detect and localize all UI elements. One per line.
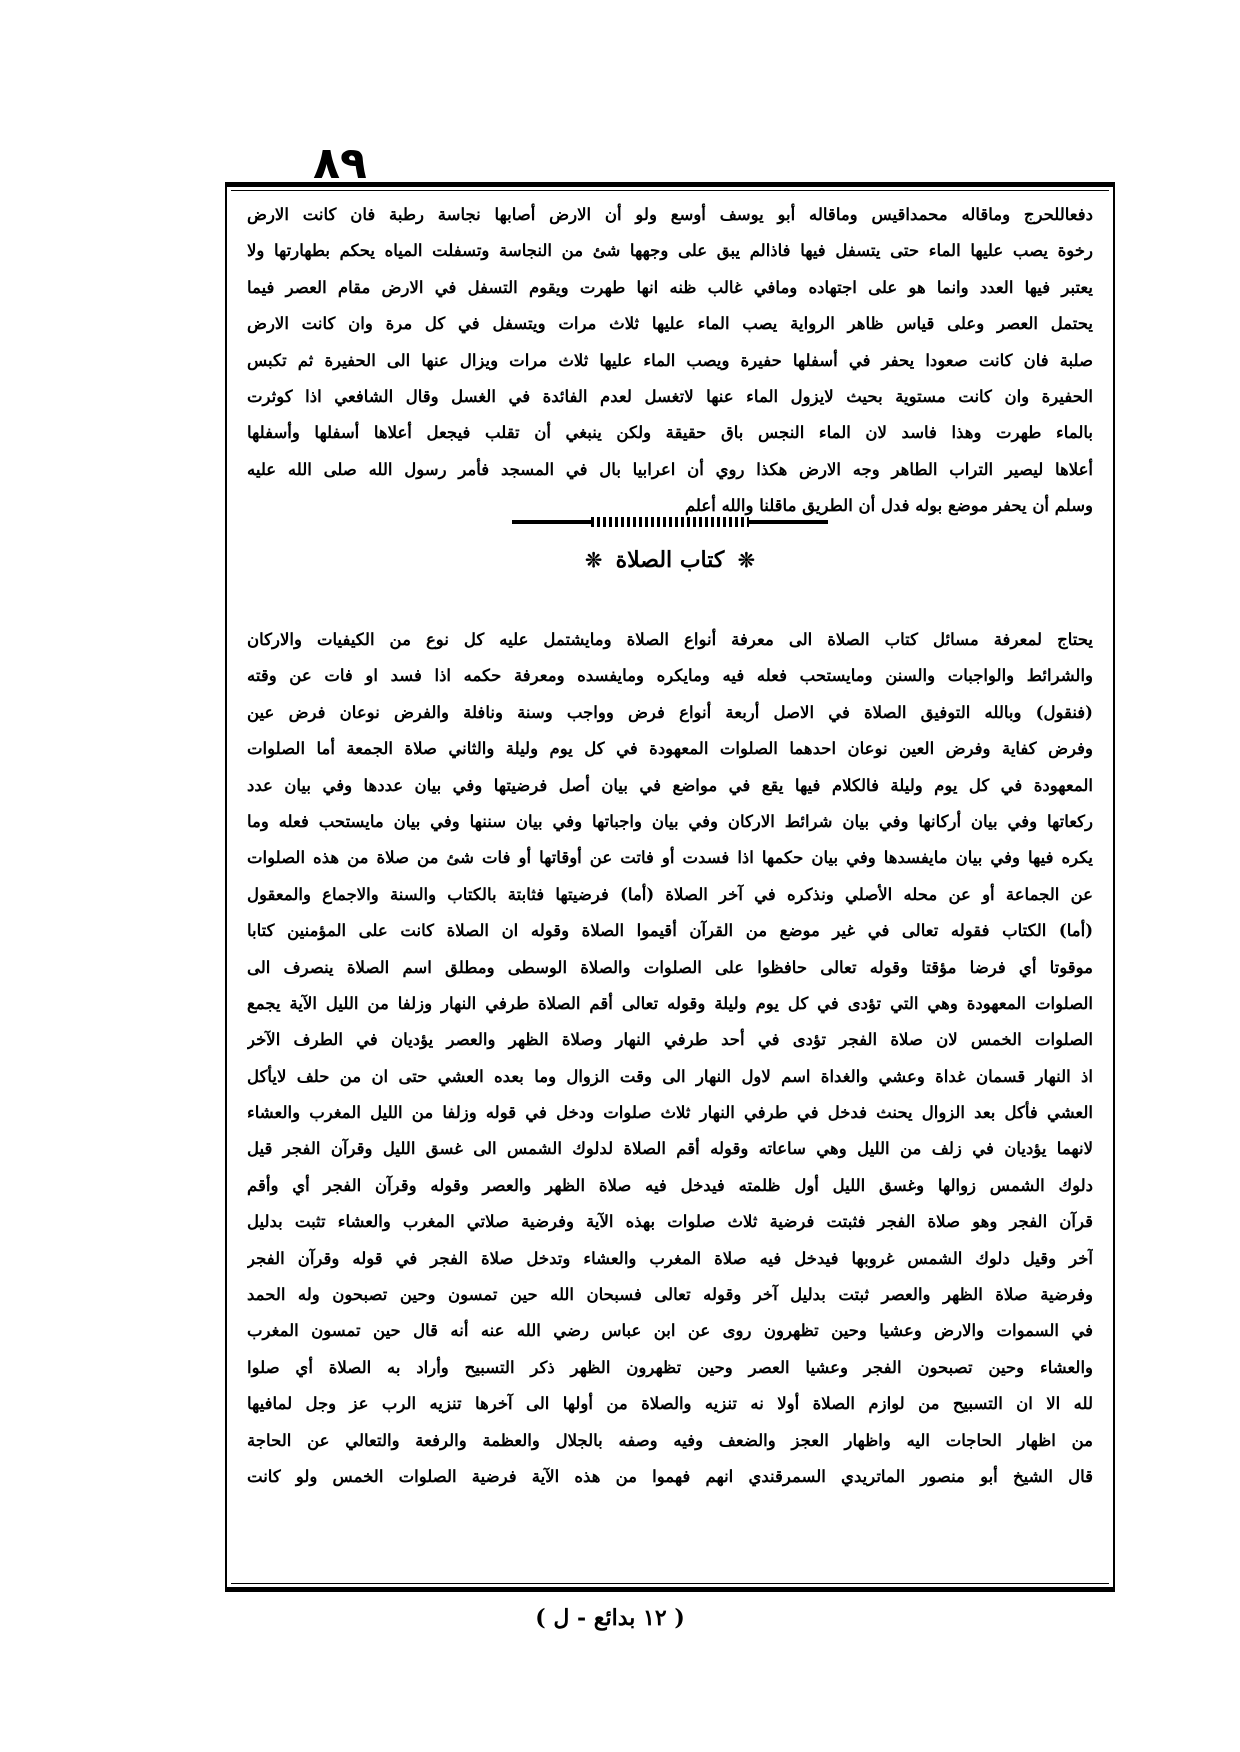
text-line: والعشاء وحين تصبحون الفجر وعشيا العصر وحين تظهرون الظهر ذكر التسبيح وأراد به الصلاة أي صلوا bbox=[247, 1357, 1093, 1377]
text-line: المعهودة في كل يوم وليلة فالكلام فيها يقع في مواضع في بيان أصل فرضيتها وفي بيان عددها وفي بيان عدد bbox=[247, 775, 1093, 795]
text-line: قال الشيخ أبو منصور الماتريدي السمرقندي انهم فهموا من هذه الآية فرضية الصلوات الخمس ولو كانت bbox=[247, 1466, 1093, 1486]
page-number: ٨٩ bbox=[313, 138, 367, 189]
text-line: بالماء طهرت وهذا فاسد لان الماء النجس باق حقيقة ولكن ينبغي أن تقلب فيجعل أعلاها أسفلها وأسفلها bbox=[247, 423, 1093, 443]
text-line: صلبة فان كانت صعودا يحفر في أسفلها حفيرة ويصب الماء عليها ثلاث مرات ويزال عنها الى الحفيرة ثم تكبس bbox=[247, 350, 1093, 370]
text-line: وفرضية صلاة الظهر والعصر ثبتت بدليل آخر وقوله تعالى فسبحان الله حين تمسون وحين تصبحون وله الحمد bbox=[247, 1285, 1093, 1305]
section-divider bbox=[512, 520, 828, 524]
text-line: من اظهار الحاجات اليه واظهار العجز والضعف وفيه وصفه بالجلال والعظمة والرفعة والتعالي عن الحاجة bbox=[247, 1430, 1093, 1450]
chapter-title: كتاب الصلاة bbox=[615, 547, 725, 573]
chapter-heading bbox=[227, 547, 1113, 573]
text-line: دفعاللحرج وماقاله محمداقيس وماقاله أبو يوسف أوسع ولو أن الارض أصابها نجاسة رطبة فان كانت الارض bbox=[247, 205, 1093, 224]
text-line: آخر وقيل دلوك الشمس غروبها فيدخل فيه صلاة المغرب والعشاء وتدخل صلاة الفجر في قوله وقرآن الفجر bbox=[247, 1248, 1093, 1268]
text-line: قرآن الفجر وهو صلاة الفجر فثبتت فرضية ثلاث صلوات بهذه الآية وفرضية صلاتي المغرب والعشاء تثبت بدليل bbox=[247, 1212, 1093, 1232]
text-line: موقوتا أي فرضا مؤقتا وقوله تعالى حافظوا على الصلوات والصلاة الوسطى ومطلق اسم الصلاة ينصرف الى bbox=[247, 957, 1093, 977]
text-line: يحتمل العصر وعلى قياس ظاهر الرواية يصب الماء عليها ثلاث مرات ويتسفل في كل مرة وان كانت الارض bbox=[247, 314, 1093, 334]
text-line: يحتاج لمعرفة مسائل كتاب الصلاة الى معرفة أنواع الصلاة ومايشتمل عليه كل نوع من الكيفيات والاركان bbox=[247, 630, 1093, 649]
text-line: الصلوات المعهودة وهي التي تؤدى في كل يوم وليلة وقوله تعالى أقم الصلاة طرفي النهار وزلفا من الليل الآية يجمع bbox=[247, 993, 1093, 1013]
text-line: ركعاتها وفي بيان أركانها وفي بيان شرائط الاركان وفي بيان واجباتها وفي بيان سننها وفي بيان مايستحب فعله وما bbox=[247, 811, 1093, 831]
text-line: العشي فأكل بعد الزوال يحنث فدخل في طرفي النهار ثلاث صلوات ودخل في قوله وزلفا من الليل المغرب والعشاء bbox=[247, 1103, 1093, 1123]
text-line: دلوك الشمس زوالها وغسق الليل أول ظلمته فيدخل فيه صلاة الظهر والعصر وقوله وقرآن الفجر أي وأقم bbox=[247, 1175, 1093, 1195]
footer-signature: ( ١٢ بدائع - ل ) bbox=[535, 1605, 685, 1631]
ornament-icon: ❊ bbox=[738, 548, 755, 572]
text-line: الحفيرة وان كانت مستوية بحيث لايزول الماء عنها لاتغسل لعدم الفائدة في الغسل وقال الشافعي اذا كوثرت bbox=[247, 386, 1093, 406]
text-frame bbox=[225, 182, 1115, 1592]
text-line: والشرائط والواجبات والسنن ومايستحب فعله فيه ومايكره ومايفسده ومعرفة حكمه اذا فسد او فات عن وقته bbox=[247, 666, 1093, 686]
text-line: اذ النهار قسمان غداة وعشي والغداة اسم لاول النهار الى وقت الزوال وما بعده العشي حتى ان من حلف لايأكل bbox=[247, 1066, 1093, 1086]
text-line: أعلاها ليصير التراب الطاهر وجه الارض هكذا روي أن اعرابيا بال في المسجد فأمر رسول الله صلى الله عليه bbox=[247, 459, 1093, 479]
text-line: الصلوات الخمس لان صلاة الفجر تؤدى في أحد طرفي النهار وصلاة الظهر والعصر يؤديان في الطرف الآخر bbox=[247, 1030, 1093, 1050]
paragraph-2 bbox=[247, 622, 1093, 1495]
text-line: يعتبر فيها العدد وانما هو على اجتهاده ومافي غالب ظنه انها طهرت ويقوم التسفل في الارض مقام العصر فيما bbox=[247, 277, 1093, 297]
ornament-icon: ❊ bbox=[585, 548, 602, 572]
text-line: وفرض كفاية وفرض العين نوعان احدهما الصلوات المعهودة في كل يوم وليلة والثاني صلاة الجمعة أما الصلوات bbox=[247, 739, 1093, 759]
text-line: في السموات والارض وعشيا وحين تظهرون روى عن ابن عباس رضي الله عنه أنه قال حين تمسون المغرب bbox=[247, 1321, 1093, 1341]
text-line: (أما) الكتاب فقوله تعالى في غير موضع من القرآن أقيموا الصلاة وقوله ان الصلاة كانت على المؤمنين كتابا bbox=[247, 921, 1093, 941]
text-line: لانهما يؤديان في زلف من الليل وهي ساعاته وقوله أقم الصلاة لدلوك الشمس الى غسق الليل وقرآن الفجر قيل bbox=[247, 1139, 1093, 1159]
text-line: عن الجماعة أو عن محله الأصلي ونذكره في آخر الصلاة (أما) فرضيتها فثابتة بالكتاب والسنة والاجماع والمعقول bbox=[247, 884, 1093, 904]
text-line: يكره فيها وفي بيان مايفسدها وفي بيان حكمها اذا فسدت أو فاتت عن أوقاتها أو فات شئ من صلاة من هذه الصلوات bbox=[247, 848, 1093, 868]
text-line: لله الا ان التسبيح من لوازم الصلاة أولا نه تنزيه والصلاة من أولها الى آخرها تنزيه الرب عز وجل لمافيها bbox=[247, 1394, 1093, 1414]
text-line: رخوة يصب عليها الماء حتى يتسفل فيها فاذالم يبق على وجهها شئ من النجاسة وتسفلت المياه يحكم بطهارتها ولا bbox=[247, 241, 1093, 261]
paragraph-1 bbox=[247, 197, 1093, 525]
text-line: (فنقول) وبالله التوفيق الصلاة في الاصل أربعة أنواع فرض وواجب وسنة ونافلة والفرض نوعان فرض عين bbox=[247, 702, 1093, 722]
text-line-last: وسلم أن يحفر موضع بوله فدل أن الطريق ماقلنا والله أعلم bbox=[684, 496, 1093, 516]
